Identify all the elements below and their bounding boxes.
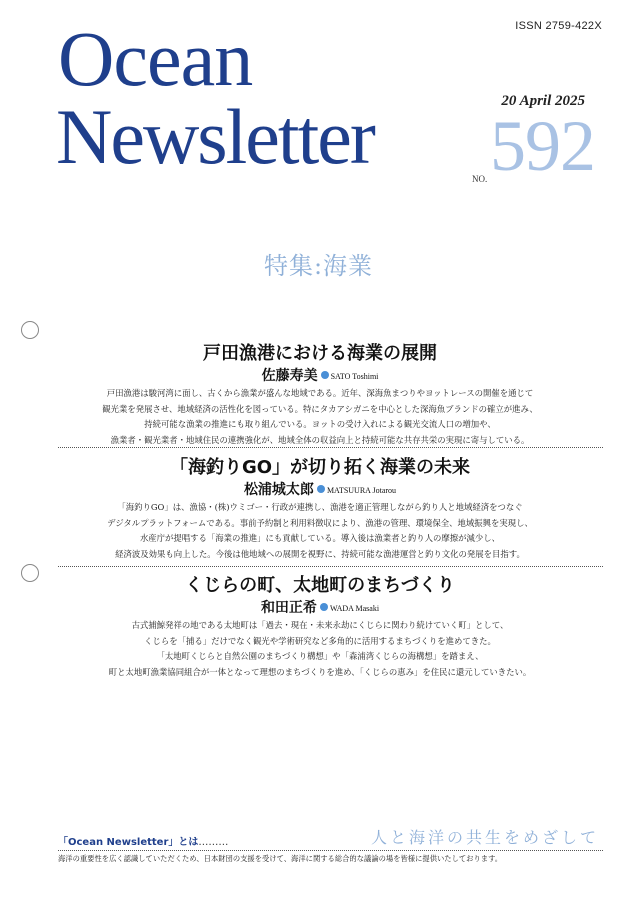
author-name-en: SATO Toshimi [330, 372, 379, 381]
article-divider [58, 447, 603, 448]
binder-hole-top [21, 321, 39, 339]
article-title[interactable]: くじらの町、太地町のまちづくり [185, 575, 455, 596]
summary-line: 持続可能な漁業の推進にも取り組んでいる。ヨットの受け入れによる観光交流人口の増加や、 [144, 419, 496, 430]
footer-divider [58, 850, 603, 851]
article-author [50, 481, 590, 500]
article-title[interactable]: 戸田漁港における海業の展開 [203, 343, 437, 364]
article-1 [50, 343, 590, 448]
author-name-en: WADA Masaki [329, 604, 380, 613]
article-author [50, 367, 590, 386]
author-name-en: MATSUURA Jotarou [326, 486, 397, 495]
feature-label: 特集:海業 [263, 252, 374, 280]
summary-line: 「太地町くじらと自然公園のまちづくり構想」や「森浦湾くじらの海構想」を踏まえ、 [156, 651, 484, 662]
summary-line: 戸田漁港は駿河湾に面し、古くから漁業が盛んな地域である。近年、深海魚まつりやヨットレースの開催を通じて [106, 388, 534, 398]
summary-line: 観光業を発展させ、地域経済の活性化を図っている。特にタカアシガニを中心とした深海魚ブランドの確立が進み、 [102, 403, 538, 414]
author-name-ja: 松浦城太郎 [243, 482, 314, 498]
binder-hole-bottom [21, 564, 39, 582]
article-2 [50, 457, 590, 562]
author-dot-icon [317, 485, 325, 493]
author-name-ja: 佐藤寿美 [261, 368, 318, 384]
footer-title-text: 「Ocean Newsletter」とは [58, 837, 199, 848]
summary-line: 「海釣りGO」は、漁協・(株)ウミゴー・行政が連携し、漁港を適正管理しながら釣り人と地域経済をつなぐ [117, 502, 523, 512]
issue-date: 20 April 2025 [501, 93, 585, 109]
summary-line: デジタルプラットフォームである。事前予約制と利用料徴収により、漁港の管理、環境保全、地域振興を実現し、 [107, 517, 533, 528]
author-dot-icon [320, 603, 328, 611]
summary-line: 町と太地町漁業協同組合が一体となって理想のまちづくりを進め、「くじらの恵み」を住民に還元していきたい。 [108, 666, 532, 677]
footer-slogan: 人と海洋の共生をめざして [370, 828, 599, 847]
footer-description: 海洋の重要性を広く認識していただくため、日本財団の支援を受けて、海洋に関する総合的な議論の場を皆様に提供いたしております。 [58, 854, 503, 863]
footer-title [58, 833, 228, 848]
issue-no-label: NO. [472, 174, 488, 184]
summary-line: 水産庁が提唱する「海業の推進」にも貢献している。導入後は漁業者と釣り人の摩擦が減少し、 [139, 533, 501, 544]
summary-line: くじらを「捕る」だけでなく観光や学術研究など多角的に活用するまちづくりを進めてきた。 [144, 635, 496, 646]
article-divider [58, 566, 603, 567]
article-title[interactable]: 「海釣りGO」が切り拓く海業の未来 [169, 457, 471, 478]
summary-line: 古式捕鯨発祥の地である太地町は「過去・現在・未来永劫にくじらに関わり続けていく町」として、 [131, 620, 509, 630]
title-ocean: Ocean [58, 15, 253, 102]
author-name-ja: 和田正希 [260, 600, 317, 616]
issn: ISSN 2759-422X [515, 20, 602, 32]
footer-title-ellipsis: ……… [198, 837, 229, 848]
article-author [50, 599, 590, 618]
issue-number: 592 [490, 106, 595, 186]
summary-line: 経済波及効果も向上した。今後は他地域への展開を視野に、持続可能な漁港運営と釣り文化の発展を目指す。 [115, 548, 525, 559]
title-newsletter: Newsletter [56, 93, 374, 180]
summary-line: 漁業者・観光業者・地域住民の連携強化が、地域全体の収益向上と持続可能な共存共栄の実現に寄与している。 [110, 434, 530, 445]
article-3 [50, 575, 590, 680]
author-dot-icon [321, 371, 329, 379]
